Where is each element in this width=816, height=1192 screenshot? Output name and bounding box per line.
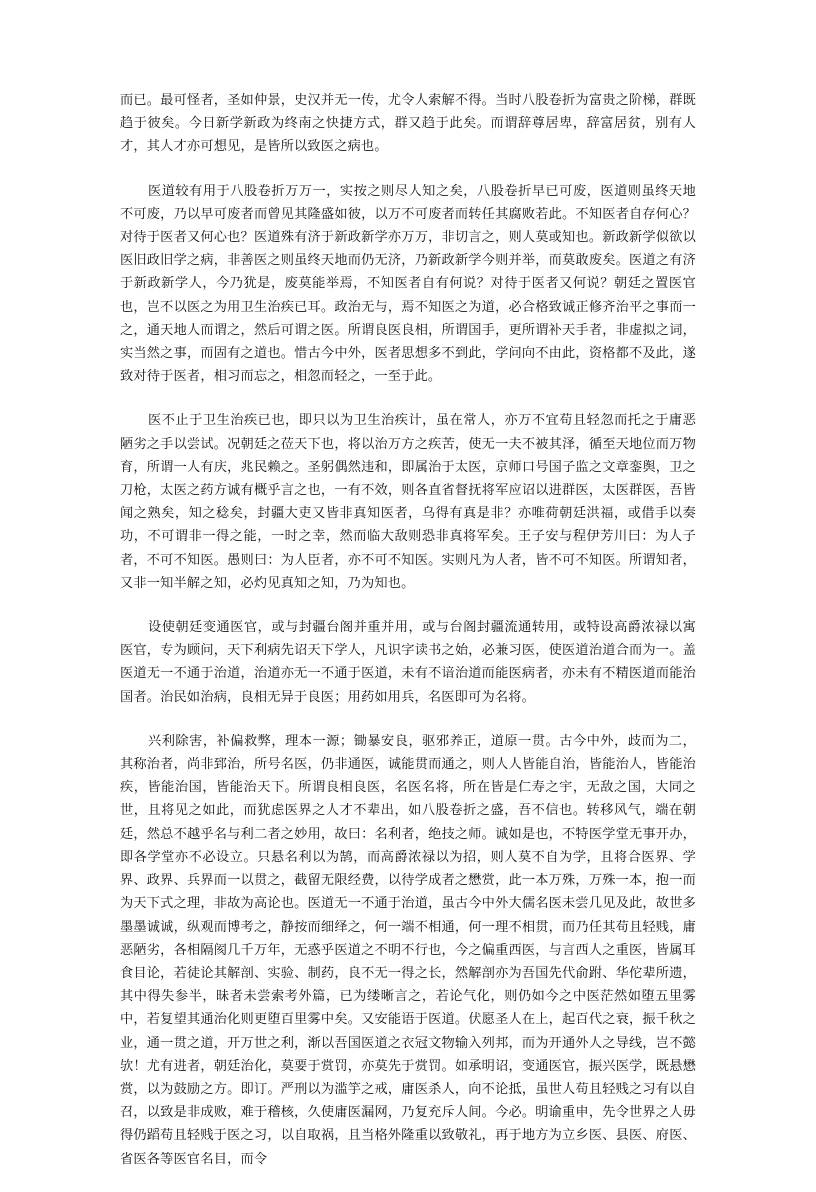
paragraph-1: 而已。最可怪者，圣如仲景，史汉并无一传，尤令人索解不得。当时八股卷折为富贵之阶梯，群既趋于彼矣。今日新学新政为终南之快捷方式，群又趋于此矣。而谓辞尊居卑，辞富居贫，别有人才，其人才亦可想见，是皆所以致医之病也。 xyxy=(120,93,696,155)
paragraph-2: 医道较有用于八股卷折万万一，实按之则尽人知之矣，八股卷折早已可废，医道则虽终天地不可废，乃以早可废者而曾见其隆盛如彼，以万不可废者而转任其腐败若此。不知医者自存何心？对待于医者又何心也？医道殊有济于新政新学亦万万，非切言之，则人莫或知也。新政新学似欲以医旧政旧学之病，非善医之则虽终天地而仍无济，乃新政新学今则并举，而莫敢废矣。医道之有济于新政新学人，今乃犹是，废莫能举焉，不知医者自有何说？对待于医者又何说？朝廷之置医官也，岂不以医之为用卫生治疾已耳。政治无与，焉不知医之为道，必合格致诚正修齐治平之事而一之，通天地人而谓之，然后可谓之医。所谓良医良相，所谓国手，更所谓补天手者，非虚拟之词，实当然之事，而固有之道也。惜古今中外，医者思想多不到此，学问向不由此，资格都不及此，遂致对待于医者，相习而忘之，相忽而轻之，一至于此。 xyxy=(120,183,696,385)
paragraph-3: 医不止于卫生治疾已也，即只以为卫生治疾计，虽在常人，亦万不宜苟且轻忽而托之于庸恶陋劣之手以尝试。况朝廷之莅天下也，将以治万方之疾苦，使无一夫不被其泽，循至天地位而万物育，所谓一人有庆，兆民赖之。圣躬偶然违和，即属治于太医，京师口号国子监之文章銮舆，卫之刀枪，太医之药方诚有概乎言之也，一有不效，则各直省督抚将军应诏以进群医，太医群医，吾皆闻之熟矣，知之稔矣，封疆大吏又皆非真知医者，乌得有真是非？亦唯荷朝廷洪福，或借手以奏功，不可谓非一得之能，一时之幸，然而临大敌则恐非真将军矣。王子安与程伊芳川曰：为人子者，不可不知医。愚则曰：为人臣者，亦不可不知医。实则凡为人者，皆不可不知医。所谓知者，又非一知半解之知，必灼见真知之知，乃为知也。 xyxy=(120,413,696,591)
document-body xyxy=(120,89,696,1192)
paragraph-5: 兴利除害，补偏救弊，理本一源；锄暴安良，驱邪养正，道原一贯。古今中外，歧而为二，其称治者，尚非郅治，所号名医，仍非通医，诚能贯而通之，则人人皆能自治，皆能治人，皆能治疾，皆能治国，皆能治天下。所谓良相良医，名医名将，所在皆是仁寿之宇，无敌之国，大同之世，且将见之如此，而犹虑医界之人才不辈出，如八股卷折之盛，吾不信也。转移风气，端在朝廷，然总不越乎名与利二者之妙用，故曰：名利者，绝技之师。诚如是也，不特医学堂无事开办，即各学堂亦不必设立。只悬名利以为鹄，而高爵浓禄以为招，则人莫不自为学，且将合医界、学界、政界、兵界而一以贯之，截留无限经费，以待学成者之懋赏，此一本万殊，万殊一本，抱一而为天下式之理，非故为高论也。医道无一不通于治道，虽古今中外大儒名医未尝几见及此，故世多墨墨诚诚，纵观而博考之，静按而细绎之，何一端不相通，何一理不相贯，而乃任其苟且轻贱，庸恶陋劣，各相隔阂几千万年，无惑乎医道之不明不行也，今之偏重西医，与言西人之重医，皆属耳食目论，若徒论其解剖、实验、制药，良不无一得之长，然解剖亦为吾国先代俞跗、华佗辈所遗，其中得失参半，昧者未尝索考外篇，已为缕晰言之，若论气化，则仍如今之中医茫然如堕五里雾中，若复望其通治化则更堕百里雾中矣。又安能语于医道。伏愿圣人在上，起百代之衰，振千秋之业，通一贯之道，开万世之利，渐以吾国医道之衣冠文物输入列邦，而为开通外人之导线，岂不懿欤！尤有进者，朝廷治化，莫要于赏罚，亦莫先于赏罚。如承明诏，变通医官，振兴医学，既悬懋赏，以为鼓励之方。即订。严刑以为滥竽之戒，庸医杀人，向不论抵，虽世人苟且轻贱之习有以自召，以致是非成败，难于稽核，久使庸医漏网，乃复充斥人间。今必。明谕重申，先令世界之人毋得仍蹈苟且轻贱于医之习，以自取祸，且当格外隆重以致敬礼，再于地方为立乡医、县医、府医、省医各等医官名目，而令 xyxy=(120,733,696,1167)
paragraph-4: 设使朝廷变通医官，或与封疆台阁并重并用，或与台阁封疆流通转用，或特设高爵浓禄以寓医官，专为顾问，天下利病先诏天下学人，凡识字读书之始，必兼习医，使医道治道合而为一。盖医道无一不通于治道，治道亦无一不通于医道，未有不谙治道而能医病者，亦未有不精医道而能治国者。治民如治病，良相无异于良医；用药如用兵，名医即可为名将。 xyxy=(120,620,696,705)
